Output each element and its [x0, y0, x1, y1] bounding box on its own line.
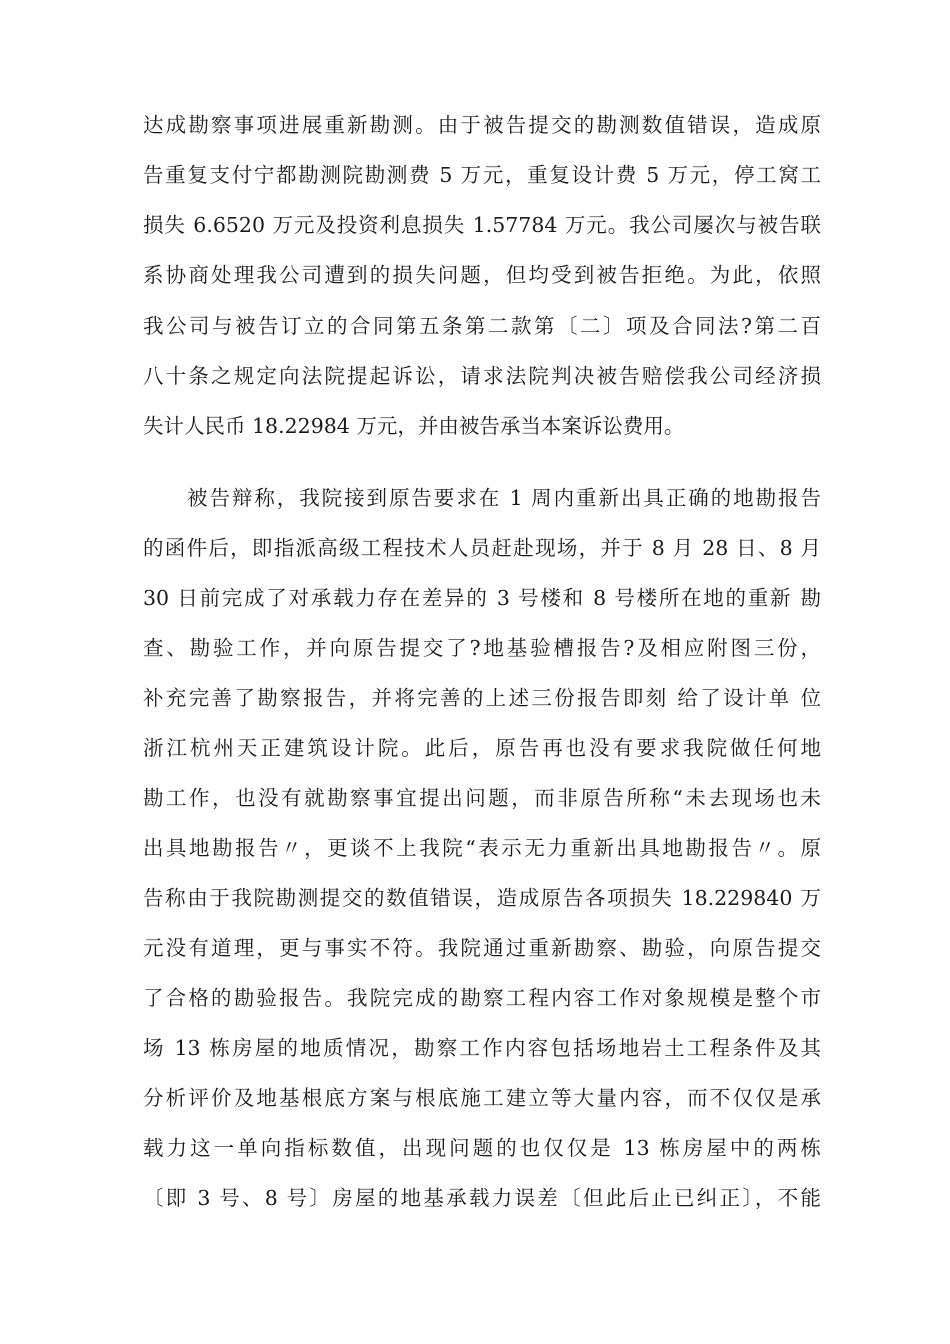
- paragraph-line: 元没有道理，更与事实不符。我院通过重新勘察、勘验，向原告提交: [143, 936, 821, 960]
- paragraph-line: 查、勘验工作，并向原告提交了?地基验槽报告?及相应附图三份，: [143, 636, 821, 660]
- paragraph-line: 载力这一单向指标数值，出现问题的也仅仅是 13 栋房屋中的两栋: [143, 1136, 821, 1160]
- paragraph-line: 告重复支付宁都勘测院勘测费 5 万元，重复设计费 5 万元，停工窝工: [143, 163, 821, 187]
- paragraph-line: 损失 6.6520 万元及投资利息损失 1.57784 万元。我公司屡次与被告联: [143, 213, 821, 237]
- paragraph-line: 告称由于我院勘测提交的数值错误，造成原告各项损失 18.229840 万: [143, 886, 821, 910]
- paragraph-line: 八十条之规定向法院提起诉讼，请求法院判决被告赔偿我公司经济损: [143, 364, 821, 388]
- paragraph-line: 我公司与被告订立的合同第五条第二款第〔二〕项及合同法?第二百: [143, 314, 821, 338]
- paragraph-line: 补充完善了勘察报告，并将完善的上述三份报告即刻 给了设计单 位: [143, 686, 821, 710]
- paragraph-line: 了合格的勘验报告。我院完成的勘察工程内容工作对象规模是整个市: [143, 986, 821, 1010]
- paragraph-line: 的函件后，即指派高级工程技术人员赶赴现场，并于 8 月 28 日、8 月: [143, 536, 821, 560]
- paragraph-line: 出具地勘报告〃，更谈不上我院“表示无力重新出具地勘报告〃。原: [143, 836, 821, 860]
- paragraph-line: 系协商处理我公司遭到的损失问题，但均受到被告拒绝。为此，依照: [143, 263, 821, 287]
- paragraph-line: 勘工作，也没有就勘察事宜提出问题，而非原告所称“未去现场也未: [143, 786, 821, 810]
- paragraph-line: 分析评价及地基根底方案与根底施工建立等大量内容，而不仅仅是承: [143, 1086, 821, 1110]
- paragraph-line: 失计人民币 18.22984 万元，并由被告承当本案诉讼费用。: [143, 414, 685, 438]
- paragraph-line: 达成勘察事项进展重新勘测。由于被告提交的勘测数值错误，造成原: [143, 113, 821, 137]
- paragraph-line: 浙江杭州天正建筑设计院。此后，原告再也没有要求我院做任何地: [143, 736, 821, 760]
- paragraph-line: 30 日前完成了对承载力存在差异的 3 号楼和 8 号楼所在地的重新 勘: [143, 586, 821, 610]
- paragraph-line: 被告辩称，我院接到原告要求在 1 周内重新出具正确的地勘报告: [187, 486, 821, 510]
- paragraph-line: 〔即 3 号、8 号〕房屋的地基承载力误差〔但此后止已纠正〕，不能: [143, 1186, 821, 1210]
- paragraph-line: 场 13 栋房屋的地质情况，勘察工作内容包括场地岩土工程条件及其: [143, 1036, 821, 1060]
